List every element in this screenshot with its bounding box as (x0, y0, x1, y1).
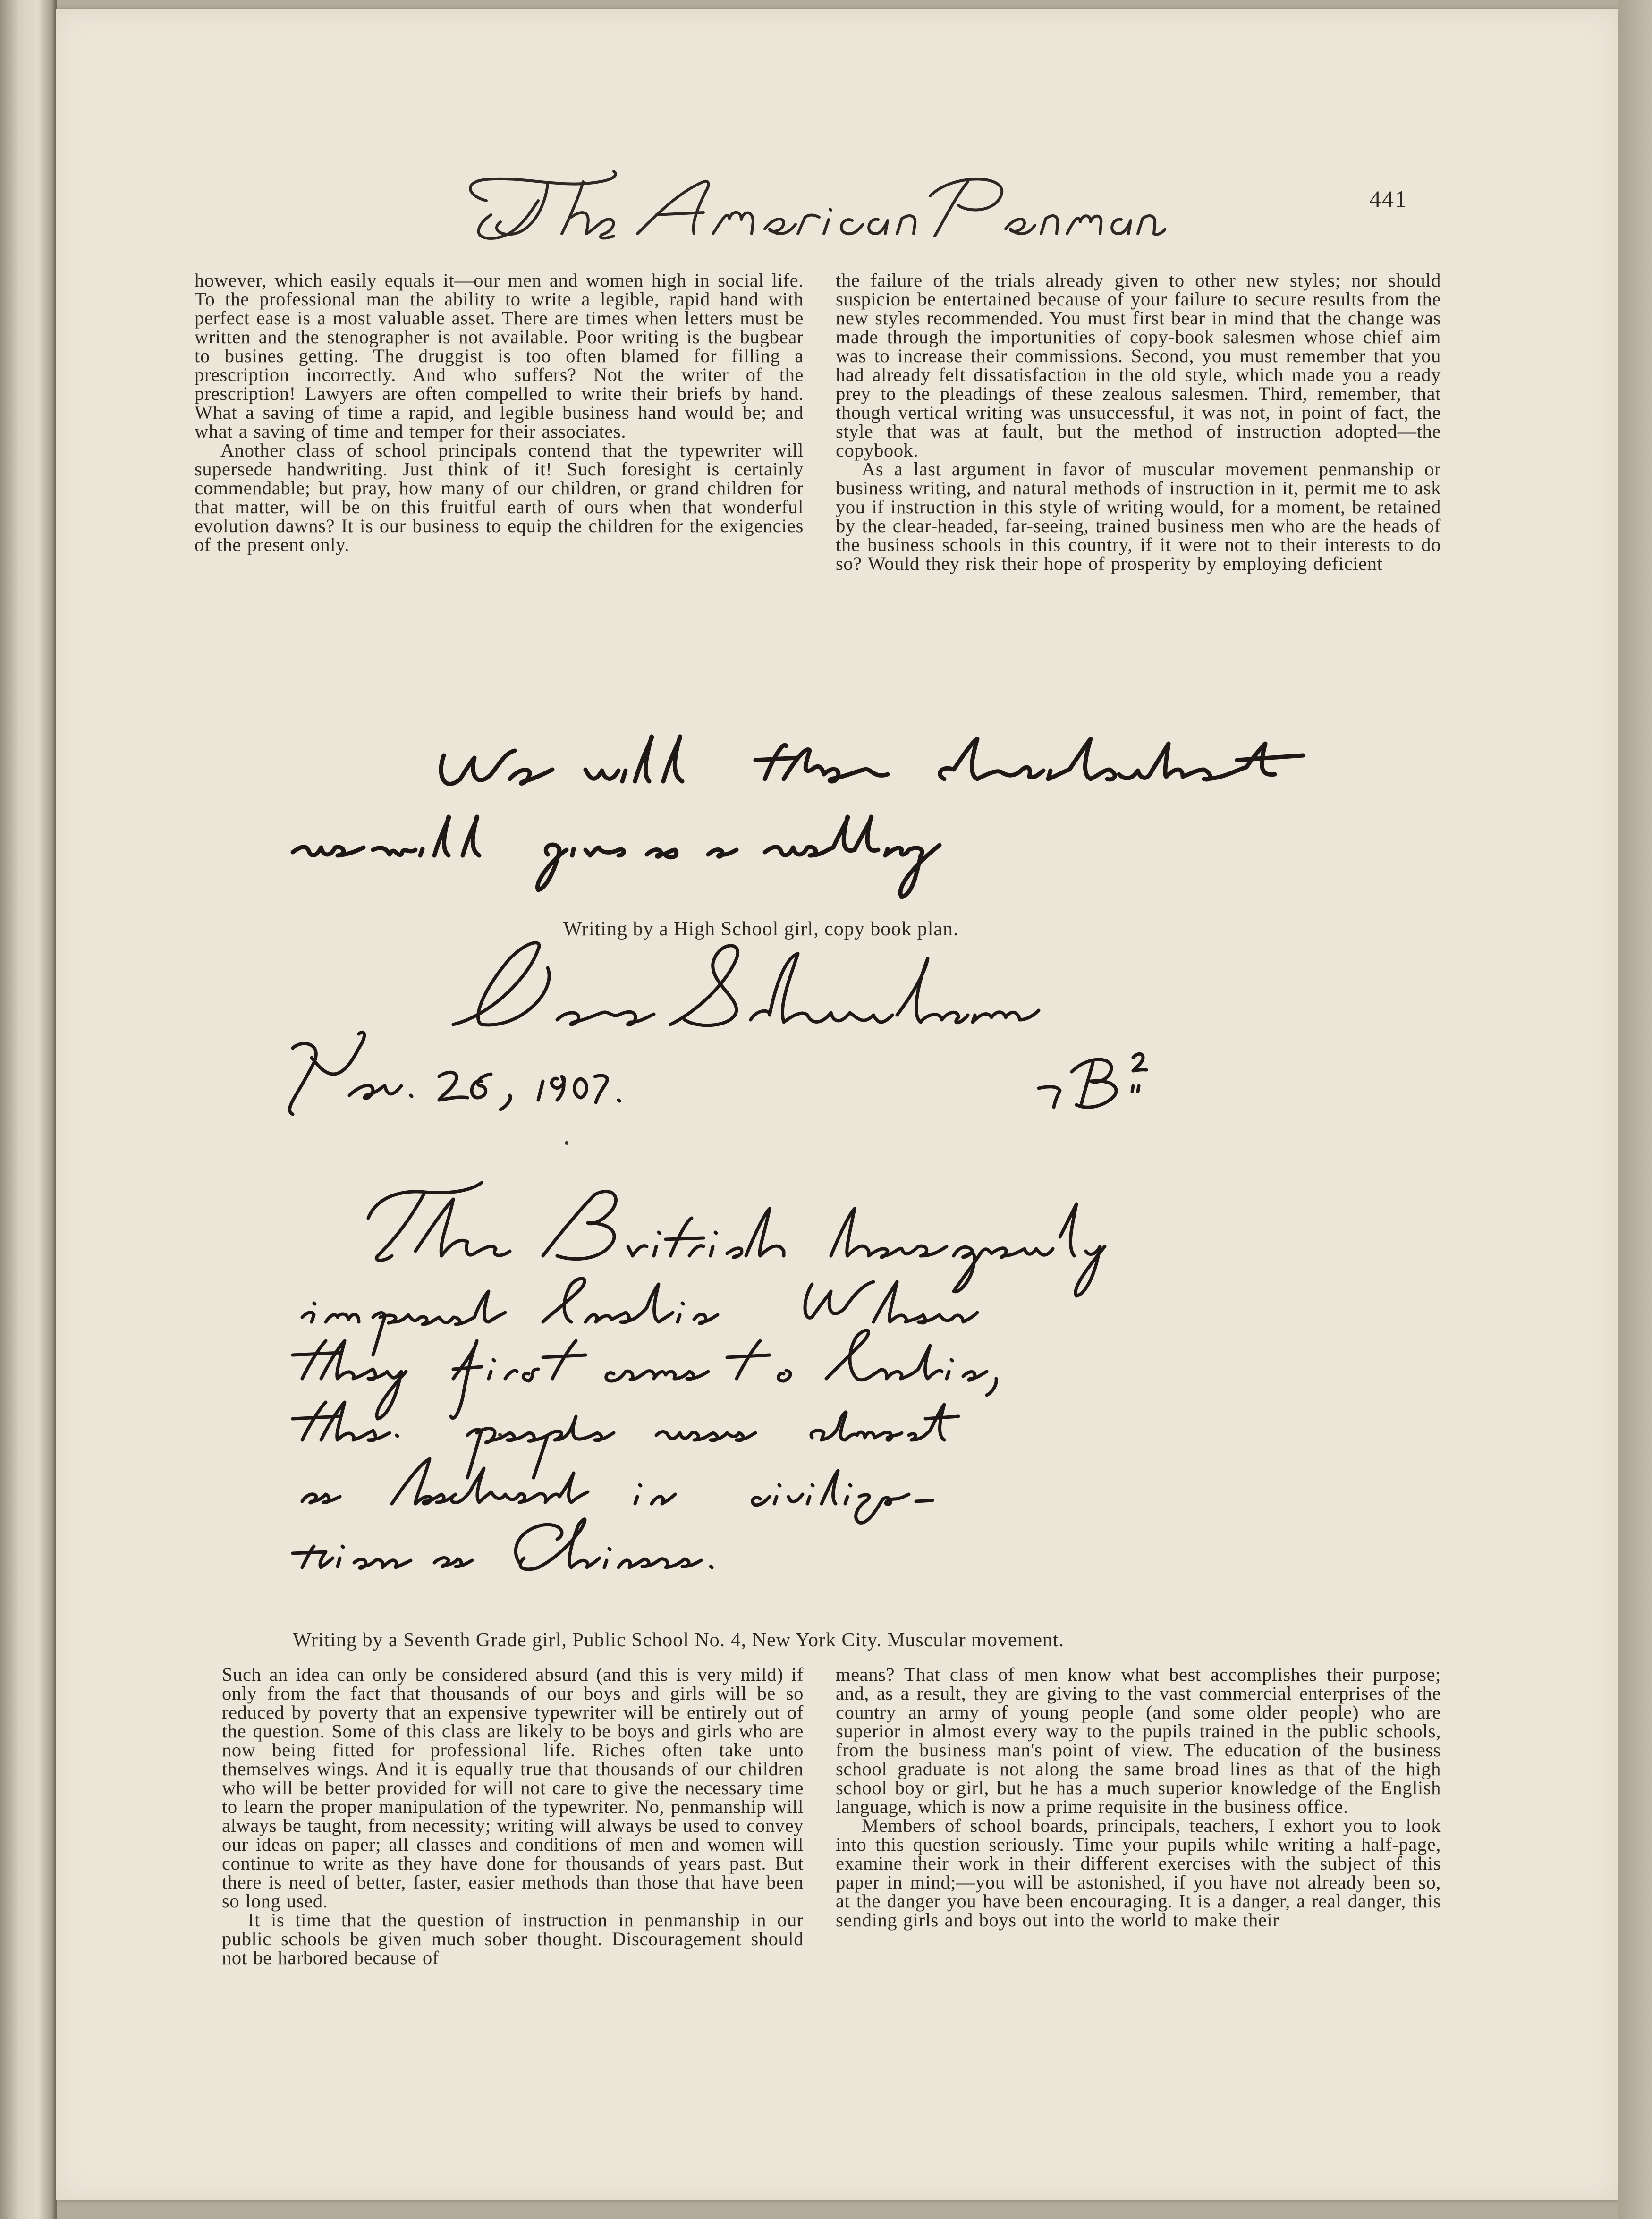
paragraph: Another class of school principals contend that the typewriter will supersede handwriting. Just think of it! Such foresight is certainly commendable; but pray, how many of our children, or grand children for that matter, will be on this fruitful earth of ours when that wonderful evolution dawns? It is our business to equip the children for the exigencies of the present only. (195, 440, 804, 555)
paragraph: Members of school boards, principals, teachers, I exhort you to look into this question seriously. Time your pupils while writing a half-page, examine their work in their different exercises with the subject of this paper in mind;—you will be astonished, if you have not already been so, at the danger you have been encouraging. It is a danger, a real danger, this sending girls and boys out into the world to make their (836, 1815, 1441, 1931)
left-page-edge (0, 0, 57, 2219)
paragraph: As a last argument in favor of muscular movement penmanship or business writing, and natural methods of instruction in it, permit me to ask you if instruction in this style of writing would, for a moment, be retained by the clear-headed, far-seeing, trained business men who are the heads of the business schools in this country, if it were not to their interests to do so? Would they risk their hope of prosperity by employing deficient (836, 458, 1441, 574)
scan-right-margin (1618, 0, 1652, 2219)
paragraph: means? That class of men know what best accomplishes their purpose; and, as a result, they are giving to the vast commercial enterprises of the country an army of young people (and some older people) who are superior in almost every way to the pupils trained in the public schools, from the business man's point of view. The education of the business school graduate is not along the same broad lines as that of the high school boy or girl, but he has a much superior knowledge of the English language, which is now a prime requisite in the business office. (836, 1664, 1441, 1817)
paragraph: the failure of the trials already given to other new styles; nor should suspicion be entertained because of your failure to secure results from the new styles recommended. You must first bear in mind that the change was made through the importunities of copy-book salesmen whose chief aim was to increase their commissions. Second, you must remember that you had already felt dissatisfaction in the old style, which made you a ready prey to the pleadings of these zealous salesmen. Third, remember, that though vertical writing was unsuccessful, it was not, in point of fact, the style that was at fault, but the method of instruction adopted—the copybook. (836, 270, 1441, 461)
column-bottom-right (836, 1665, 1441, 1930)
ink-dot (565, 1141, 568, 1145)
page-number: 441 (1369, 186, 1407, 212)
column-top-right (836, 271, 1441, 573)
paragraph: Such an idea can only be considered absurd (and this is very mild) if only from the fact that thousands of our boys and girls will be so reduced by poverty that an expensive typewriter will be entirely out of the question. Some of this class are likely to be boys and girls who are now being fitted for professional life. Riches often take unto themselves wings. And it is equally true that thousands of our children who will be better provided for will not care to give the necessary time to learn the proper manipulation of the typewriter. No, penmanship will always be taught, from necessity; writing will always be used to convey our ideas on paper; all classes and conditions of men and women will continue to write as they have done for thousands of years past. But there is need of better, faster, easier methods than those that have been so long used. (222, 1664, 804, 1912)
paragraph: It is time that the question of instruction in penmanship in our public schools be given much sober thought. Discouragement should not be harbored because of (222, 1909, 804, 1968)
column-bottom-left (222, 1665, 804, 1967)
specimen-caption-copybook: Writing by a High School girl, copy book plan. (563, 918, 959, 940)
paragraph: however, which easily equals it—our men and women high in social life. To the professional man the ability to write a legible, rapid hand with perfect ease is a most valuable asset. There are times when letters must be written and the stenographer is not available. Poor writing is the bugbear to busines getting. The druggist is too often blamed for filling a prescription incorrectly. And who suffers? Not the writer of the prescription! Lawyers are often compelled to write their briefs by hand. What a saving of time a rapid, and legible business hand would be; and what a saving of time and temper for their associates. (195, 270, 804, 442)
column-top-left (195, 271, 804, 554)
specimen-caption-muscular: Writing by a Seventh Grade girl, Public School No. 4, New York City. Muscular movement. (293, 1629, 1065, 1651)
ink-dot (498, 1433, 502, 1437)
masthead-script-title (458, 163, 1166, 248)
